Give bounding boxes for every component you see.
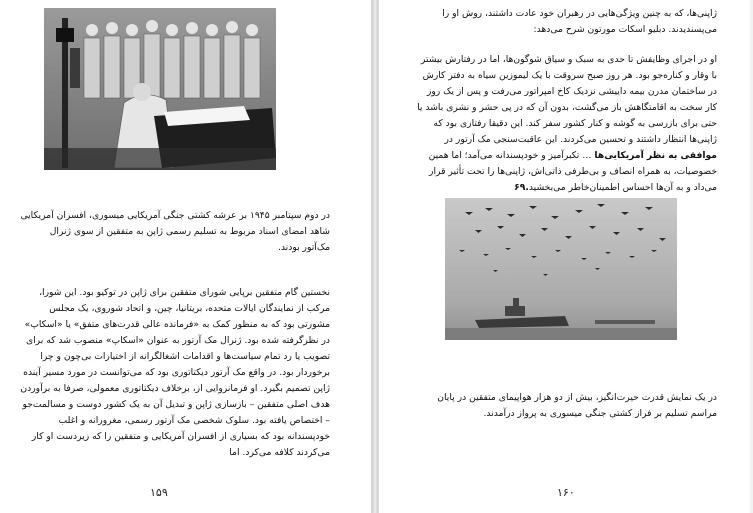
photo-caption: در دوم سپتامبر ۱۹۴۵ بر عرشه کشتی جنگی آمریکایی میسوری، افسران آمریکایی شاهد امضای اسناد مربوط به تسلیم رسمی ژاپن به متفقین از سوی ژنرال مک‌آتور بودند. [20, 210, 330, 253]
quote-text-1: او در اجرای وظایفش تا حدی به سبک و سیاق شوگون‌ها، اما در رفتارش بیشتر با وقار و کناره‌جو بود. هر روز صبح سروقت با یک لیموزین سیاه به دفتر کارش در ساختمان مدرن بیمه داییشی نزدیک کاخ امپراتور می‌رفت و پس از یک روز کار سخت به اقامتگاهش باز می‌گشت، بدون آن که در پی حشر و نشری باشد یا حتی برای بازرسی به گوشه و کنار کشور سفر کند. این دقیقا رفتاری بود که ژاپنی‌ها انتظار داشتند و تحسین می‌کردند. این عاقبت‌سنجی مک آرتور در [417, 54, 717, 145]
quote-bold-text: موافقی به نظر آمریکایی‌ها [594, 150, 717, 161]
aircraft-flyover-photo [445, 198, 677, 340]
footnote-ref: .۶۹ [514, 182, 529, 193]
intro-paragraph: ژاپنی‌ها، که به چنین ویژگی‌هایی در رهبران خود عادت داشتند، روش او را می‌پسندیدند. دبلیو اسکات مورتون شرح می‌دهد: [442, 8, 717, 35]
quote-text-2: … تکبرآمیز و خودپسندانه می‌آمد؛ اما همین خصوصیات، به همراه انصاف و بی‌طرفی ذاتی‌اش، ژاپنی‌ها را تحت تأثیر قرار می‌داد و به آن‌ها احساس اطمینان‌خاطر می‌بخشید [428, 150, 717, 193]
page-number: ۱۶۰ [557, 486, 575, 499]
left-page [0, 0, 372, 513]
surrender-signing-photo [44, 8, 276, 170]
body-paragraph: نخستین گام متفقین برپایی شورای متفقین برای ژاپن در توکیو بود. این شورا، مرکب از نمایندگان ایالات متحده، بریتانیا، چین، و اتحاد شوروی، یک مجلس مشورتی بود که به منظور کمک به «فرمانده عالی قدرت‌های متفق» یا «اسکاپ» در نظرگرفته شده بود. ژنرال مک آرتور به عنوان «اسکاپ» منصوب شد که برای تصویب یا رد تمام سیاست‌ها و اقدامات اشغالگرانه از اختیارات بی‌چون و چرا برخوردار بود. در واقع مک آرتور دیکتاتوری بود که می‌توانست در مورد مسیر آینده ژاپن تصمیم بگیرد. او فرمانروایی از، برخلاف دیکتاتوری معمولی، صرفا به برآوردن هدف اصلی متفقین – بازسازی ژاپن و تبدیل آن به یک کشور دوست و مسالمت‌جو – اختصاص یافته بود. سلوک شخصی مک آرتور رسمی، مغرورانه و اغلب خودپسندانه بود که بسیاری از افسران آمریکایی و متفقین را که زیردست او کار می‌کردند کلافه می‌کرد. اما [20, 287, 330, 458]
page-number: ۱۵۹ [150, 486, 168, 499]
quoted-paragraph [417, 52, 717, 196]
flyover-caption: در یک نمایش قدرت حیرت‌انگیز، بیش از دو هزار هواپیمای متفقین در پایان مراسم تسلیم بر فراز کشتی جنگی میسوری به پرواز درآمدند. [437, 392, 717, 419]
right-page [378, 0, 750, 513]
